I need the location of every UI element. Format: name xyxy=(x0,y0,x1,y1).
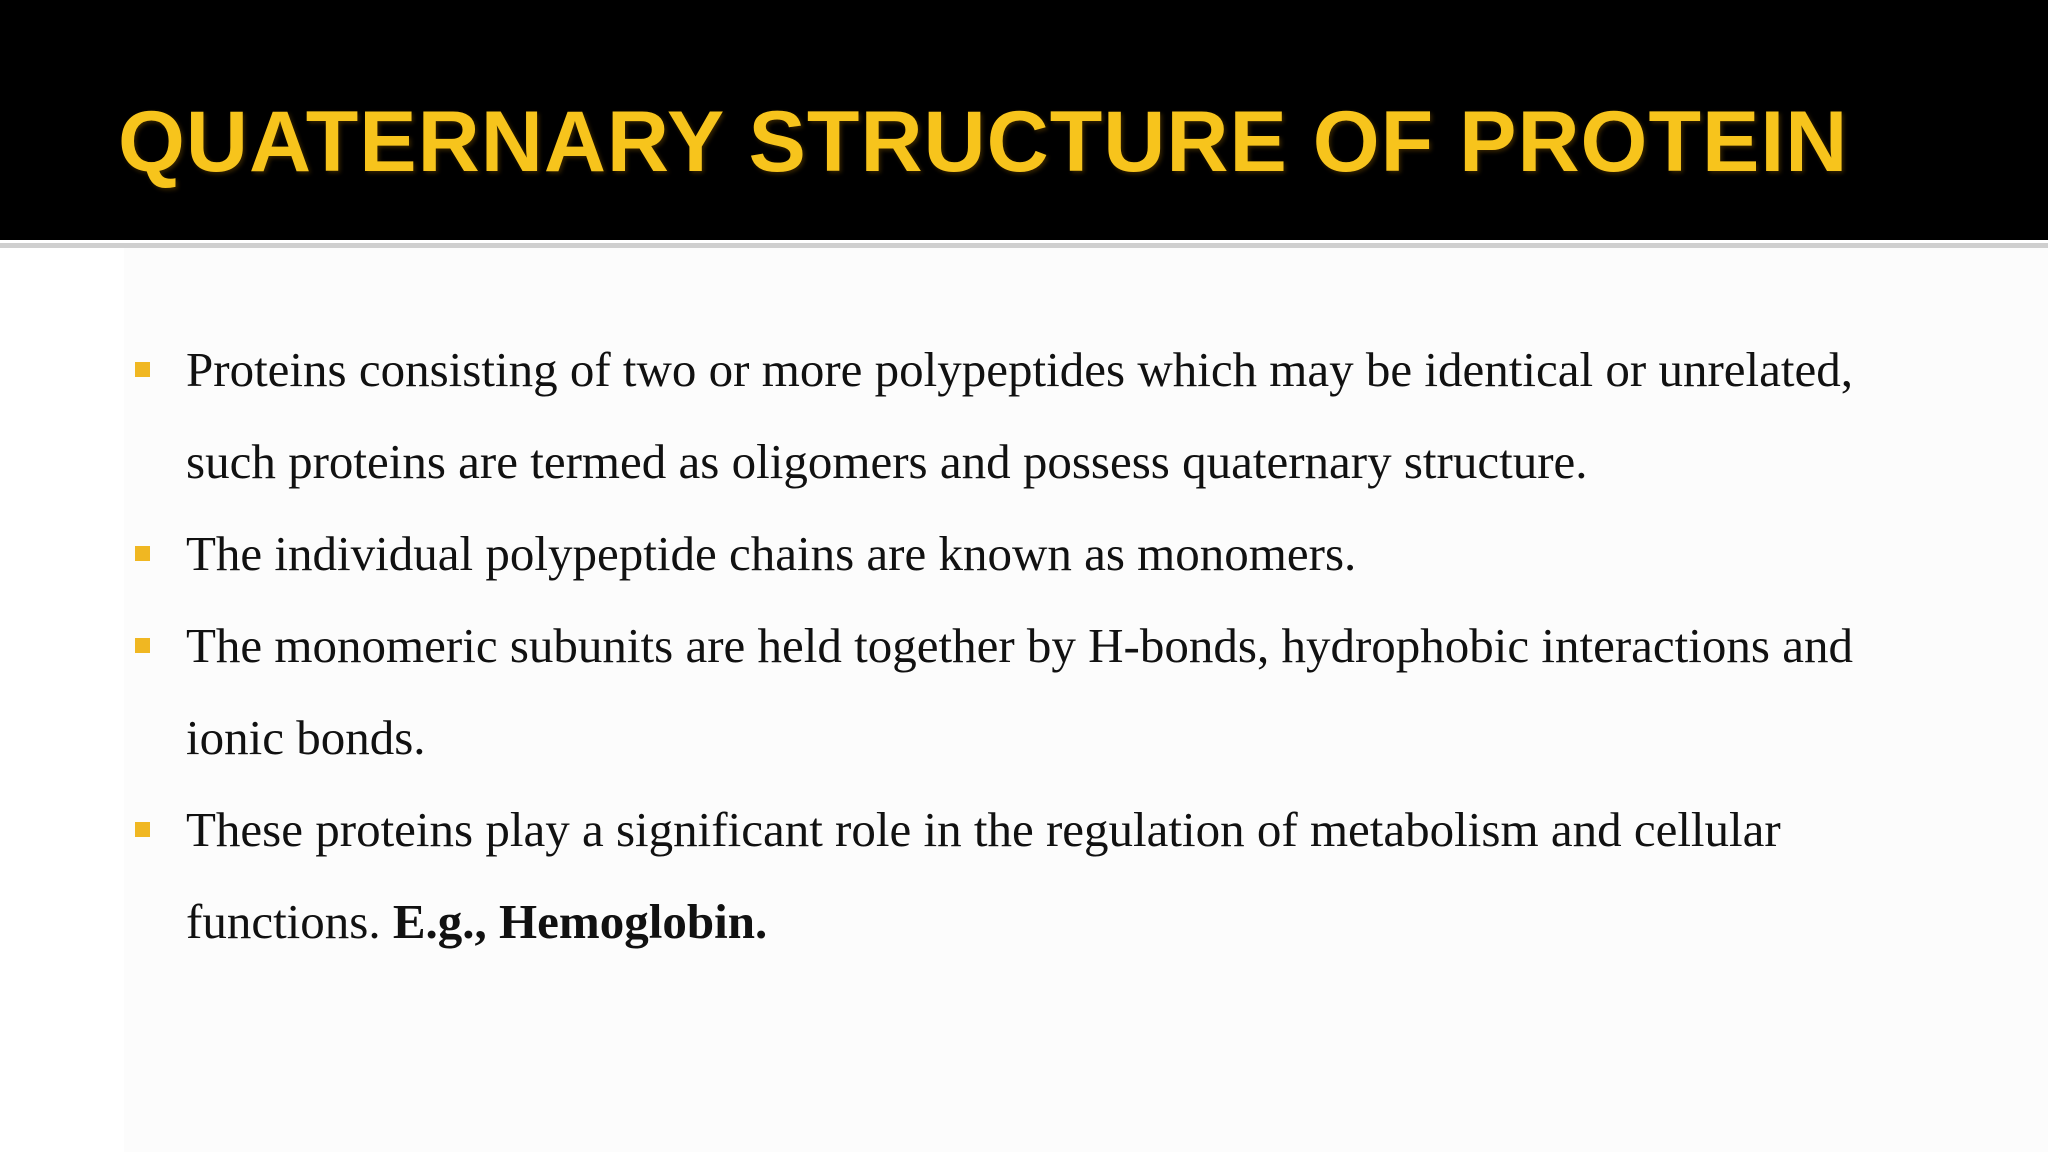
square-bullet-icon xyxy=(135,638,150,653)
bullet-item xyxy=(130,508,1950,600)
bullet-text: The individual polypeptide chains are known as monomers. xyxy=(186,526,1357,581)
square-bullet-icon xyxy=(135,546,150,561)
bullet-text: The monomeric subunits are held together by H-bonds, hydrophobic interactions and ionic bonds. xyxy=(186,618,1853,765)
bullet-item xyxy=(130,784,1950,968)
bullet-text: Proteins consisting of two or more polypeptides which may be identical or unrelated, such proteins are termed as oligomers and possess quaternary structure. xyxy=(186,342,1853,489)
slide-title: QUATERNARY STRUCTURE OF PROTEIN xyxy=(118,94,1849,190)
bullet-text: These proteins play a significant role in the regulation of metabolism and cellular functions. xyxy=(186,802,1781,949)
square-bullet-icon xyxy=(135,822,150,837)
bullet-item xyxy=(130,600,1950,784)
bullet-list xyxy=(130,324,1950,968)
square-bullet-icon xyxy=(135,362,150,377)
bullet-item xyxy=(130,324,1950,508)
title-bar xyxy=(0,0,2048,240)
example-emphasis: E.g., Hemoglobin. xyxy=(392,894,768,949)
